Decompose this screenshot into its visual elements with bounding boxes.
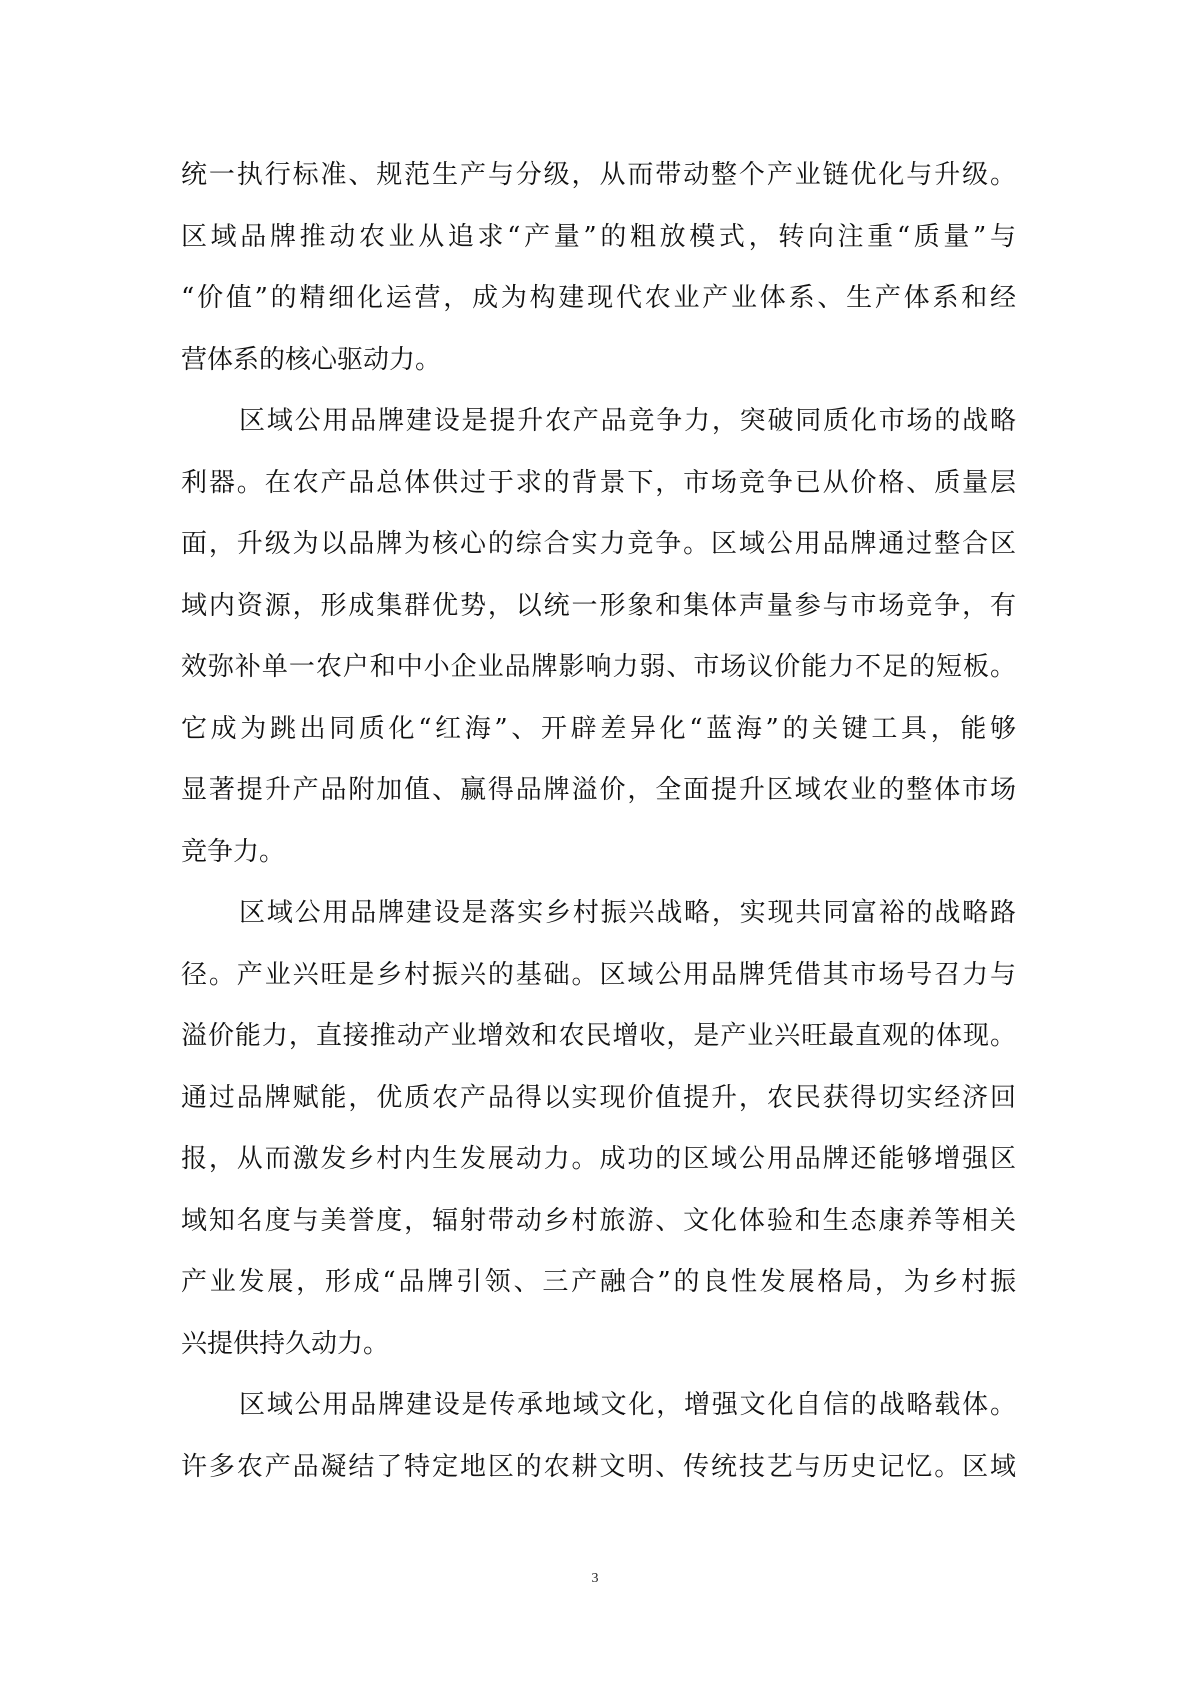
- text-line: 营体系的核心驱动力。: [181, 344, 442, 375]
- text-line: 区域品牌推动农业从追求“产量”的粗放模式，转向注重“质量”与: [181, 221, 1016, 252]
- text-line: 报，从而激发乡村内生发展动力。成功的区域公用品牌还能够增强区: [181, 1144, 1016, 1174]
- text-line: 面，升级为以品牌为核心的综合实力竞争。区域公用品牌通过整合区: [181, 529, 1016, 559]
- text-line: 竞争力。: [181, 836, 286, 867]
- paragraph-first-line: 区域公用品牌建设是落实乡村振兴战略，实现共同富裕的战略路: [239, 898, 1016, 928]
- text-line: 兴提供持久动力。: [181, 1328, 390, 1359]
- text-line: 通过品牌赋能，优质农产品得以实现价值提升，农民获得切实经济回: [181, 1082, 1016, 1113]
- paragraph-first-line: 区域公用品牌建设是提升农产品竞争力，突破同质化市场的战略: [239, 406, 1016, 436]
- text-line: 效弥补单一农户和中小企业品牌影响力弱、市场议价能力不足的短板。: [181, 652, 1016, 682]
- body-text: [181, 145, 1016, 1498]
- text-line: 利器。在农产品总体供过于求的背景下，市场竞争已从价格、质量层: [181, 467, 1016, 498]
- text-line: 显著提升产品附加值、赢得品牌溢价，全面提升区域农业的整体市场: [181, 775, 1016, 805]
- paragraph-first-line: 区域公用品牌建设是传承地域文化，增强文化自信的战略载体。: [239, 1390, 1016, 1420]
- text-line: 域内资源，形成集群优势，以统一形象和集体声量参与市场竞争，有: [181, 590, 1016, 621]
- text-line: 统一执行标准、规范生产与分级，从而带动整个产业链优化与升级。: [181, 160, 1016, 190]
- text-line: 产业发展，形成“品牌引领、三产融合”的良性发展格局，为乡村振: [181, 1267, 1016, 1297]
- text-line: 径。产业兴旺是乡村振兴的基础。区域公用品牌凭借其市场号召力与: [181, 959, 1016, 990]
- text-line: 域知名度与美誉度，辐射带动乡村旅游、文化体验和生态康养等相关: [181, 1205, 1016, 1236]
- text-line: 溢价能力，直接推动产业增效和农民增收，是产业兴旺最直观的体现。: [181, 1021, 1016, 1051]
- text-line: 它成为跳出同质化“红海”、开辟差异化“蓝海”的关键工具，能够: [181, 713, 1016, 744]
- text-line: 许多农产品凝结了特定地区的农耕文明、传统技艺与历史记忆。区域: [181, 1451, 1016, 1482]
- text-line: “价值”的精细化运营，成为构建现代农业产业体系、生产体系和经: [181, 283, 1016, 313]
- page-number: 3: [591, 1571, 599, 1586]
